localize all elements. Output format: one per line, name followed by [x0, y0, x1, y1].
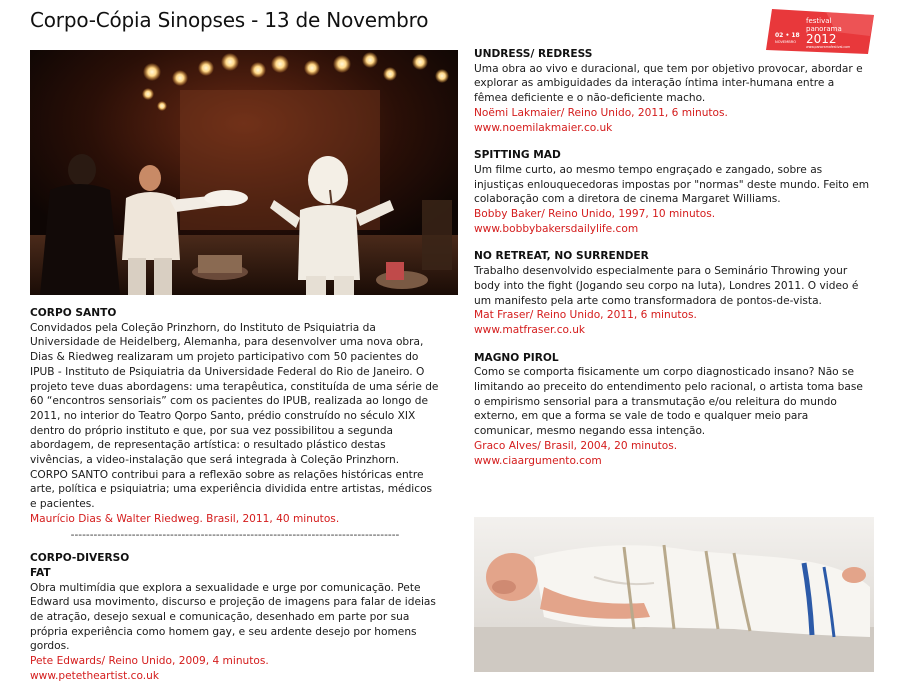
stage-performance-photo — [30, 50, 458, 295]
corpo-diverso-heading: CORPO-DIVERSO — [30, 552, 130, 565]
undress-redress-section — [474, 47, 870, 135]
no-retreat-link[interactable]: www.matfraser.co.uk — [474, 323, 586, 336]
undress-redress-link[interactable]: www.noemilakmaier.co.uk — [474, 121, 613, 134]
no-retreat-section — [474, 249, 870, 337]
magno-pirol-credit: Graco Alves/ Brasil, 2004, 20 minutos. — [474, 439, 678, 452]
fat-text: Obra multimídia que explora a sexualidade e urge por comunicação. Pete Edward usa movimento, discurso e projeção de imagens para falar de ideias de atração, desejo sexual e comunicação, desenhado em parte por sua própria experiência como homem gay, e seu ardente desejo por homens gordos. — [30, 581, 436, 653]
spitting-mad-section — [474, 148, 870, 236]
fat-heading: FAT — [30, 566, 51, 579]
left-column — [30, 306, 440, 684]
corpo-santo-heading: CORPO SANTO — [30, 307, 117, 319]
spitting-mad-text: Um filme curto, ao mesmo tempo engraçado e zangado, sobre as injustiças enlouquecedoras impostas por "normas" deste mundo. Feito em colaboração com a diretora de cinema Margaret Williams. — [474, 163, 870, 206]
magno-pirol-link[interactable]: www.ciaargumento.com — [474, 454, 602, 467]
corpo-santo-credit: Maurício Dias & Walter Riedweg. Brasil, 2011, 40 minutos. — [30, 512, 340, 525]
no-retreat-text: Trabalho desenvolvido especialmente para o Seminário Throwing your body into the fight (Jogando seu corpo na luta), Londres 2011. O video é um manifesto pela arte como transformadora de pontos-de-vista. — [474, 265, 859, 307]
bound-performer-image — [474, 517, 874, 672]
no-retreat-heading: NO RETREAT, NO SURRENDER — [474, 250, 649, 263]
logo-line1: festival — [806, 17, 832, 25]
undress-redress-heading: UNDRESS/ REDRESS — [474, 48, 593, 60]
logo-line2: panorama — [806, 25, 842, 33]
logo-month: NOVEMBRO — [775, 40, 797, 44]
corpo-diverso-section — [30, 551, 440, 683]
corpo-santo-section — [30, 306, 440, 527]
logo-dates: 02 • 18 — [775, 32, 800, 39]
magno-pirol-section — [474, 351, 870, 469]
magno-pirol-text: Como se comporta fisicamente um corpo diagnosticado insano? Não se limitando ao preceito do entendimento pelo racional, o artista toma base o empirismo sensorial para a transmutação e/ou releitura do mundo externo, em que a forma se vale de todo e qualquer meio para comunicar, mesmo negando essa intenção. — [474, 366, 863, 438]
right-column — [474, 47, 870, 468]
bound-performer-photo — [474, 517, 874, 672]
spitting-mad-link[interactable]: www.bobbybakersdailylife.com — [474, 222, 639, 235]
fat-credit: Pete Edwards/ Reino Unido, 2009, 4 minutos. — [30, 655, 269, 668]
no-retreat-credit: Mat Fraser/ Reino Unido, 2011, 6 minutos. — [474, 309, 697, 322]
undress-redress-text: Uma obra ao vivo e duracional, que tem por objetivo provocar, abordar e explorar as ambiguidades da interação íntima inter-humana entre a fêmea deficiente e o não-deficiente macho. — [474, 62, 863, 105]
logo-year: 2012 — [806, 32, 837, 46]
undress-redress-credit: Noëmi Lakmaier/ Reino Unido, 2011, 6 minutos. — [474, 106, 728, 119]
logo-url: www.panoramafestival.com — [806, 45, 851, 49]
spitting-mad-heading: SPITTING MAD — [474, 149, 561, 162]
page-title: Corpo-Cópia Sinopses - 13 de Novembro — [30, 8, 429, 32]
spitting-mad-credit: Bobby Baker/ Reino Unido, 1997, 10 minutos. — [474, 208, 716, 221]
stage-performance-image — [30, 50, 458, 295]
magno-pirol-heading: MAGNO PIROL — [474, 351, 559, 364]
section-separator: -------------------------------------------------------------------------------------- — [70, 528, 400, 541]
corpo-santo-text: Convidados pela Coleção Prinzhorn, do Instituto de Psiquiatria da Universidade de Heidelberg, Alemanha, para desenvolver uma nova obra, Dias & Riedweg realizaram um projeto participativo com 50 pacientes do IPUB - Instituto de Psiquiatria da Universidade Federal do Rio de Janeiro. O projeto teve duas abordagens: uma terapêutica, constituída de uma série de 60 “encontros sensoriais” com os pacientes do IPUB, realizada ao longo de 2011, no interior do Teatro Qorpo Santo, prédio construído no século XIX dentro do próprio instituto e que, por sua vez possibilitou a segunda abordagem, de representação artística: o resultado plástico destas vivências, a video-instalação que será integrada à Coleção Prinzhorn. CORPO SANTO contribui para a reflexão sobre as relações históricas entre arte, política e psiquiatria; uma experiência dividida entre artistas, médicos e pacientes. — [30, 321, 439, 511]
fat-link[interactable]: www.petetheartist.co.uk — [30, 669, 160, 682]
